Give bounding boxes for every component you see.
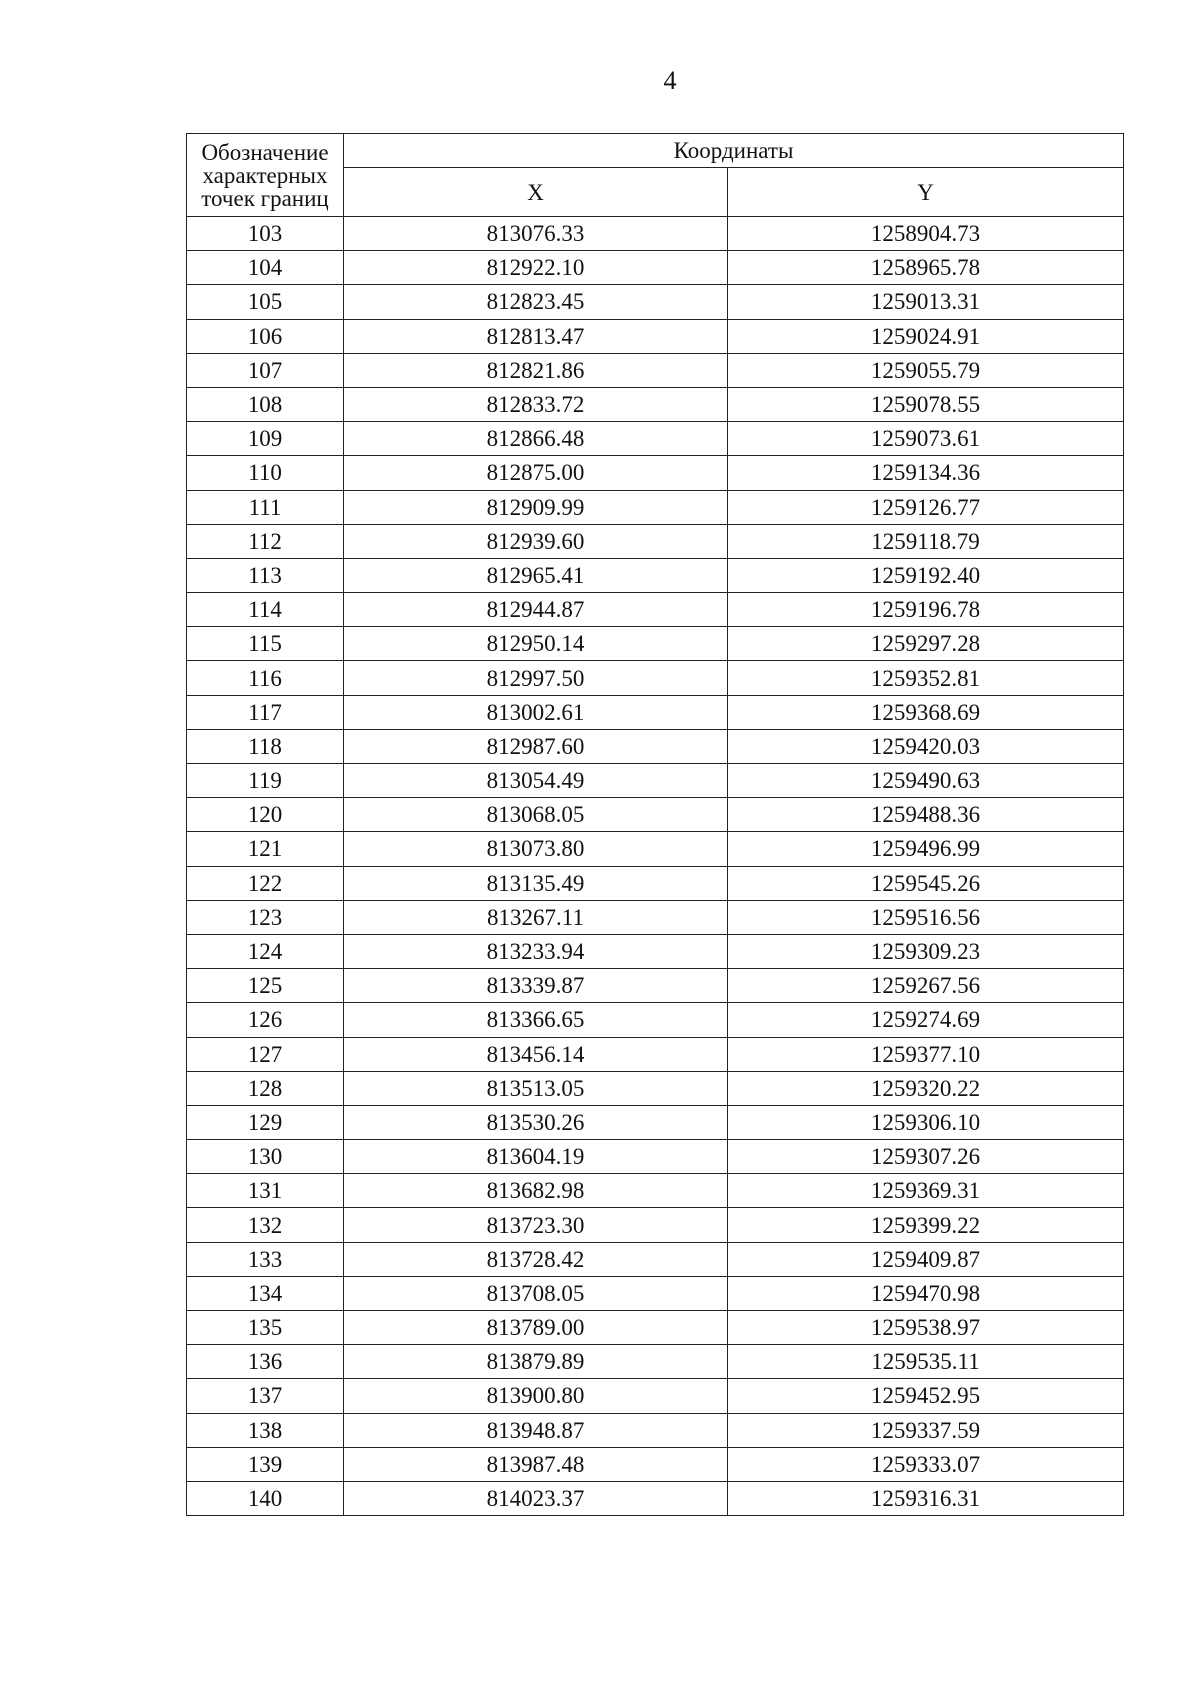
- point-cell: 104: [187, 251, 344, 285]
- point-cell: 129: [187, 1105, 344, 1139]
- table-row: [187, 490, 1124, 524]
- point-cell: 108: [187, 387, 344, 421]
- y-coordinate-cell: 1259420.03: [728, 729, 1124, 763]
- table-row: [187, 1140, 1124, 1174]
- y-coordinate-cell: 1259134.36: [728, 456, 1124, 490]
- y-coordinate-cell: 1259192.40: [728, 558, 1124, 592]
- point-cell: 114: [187, 593, 344, 627]
- point-cell: 118: [187, 729, 344, 763]
- point-cell: 116: [187, 661, 344, 695]
- y-coordinate-cell: 1259024.91: [728, 319, 1124, 353]
- table-row: [187, 1071, 1124, 1105]
- y-coordinate-cell: 1259307.26: [728, 1140, 1124, 1174]
- table-row: [187, 387, 1124, 421]
- x-coordinate-cell: 813879.89: [344, 1345, 728, 1379]
- table-body: [187, 217, 1124, 1516]
- y-coordinate-cell: 1259516.56: [728, 900, 1124, 934]
- y-coordinate-cell: 1259073.61: [728, 422, 1124, 456]
- x-coordinate-cell: 812987.60: [344, 729, 728, 763]
- table-row: [187, 798, 1124, 832]
- point-cell: 113: [187, 558, 344, 592]
- point-cell: 133: [187, 1242, 344, 1276]
- y-coordinate-cell: 1258965.78: [728, 251, 1124, 285]
- table-row: [187, 558, 1124, 592]
- point-cell: 111: [187, 490, 344, 524]
- table-row: [187, 695, 1124, 729]
- table-row: [187, 319, 1124, 353]
- y-coordinate-cell: 1259309.23: [728, 934, 1124, 968]
- table-row: [187, 764, 1124, 798]
- x-coordinate-cell: 813604.19: [344, 1140, 728, 1174]
- x-coordinate-cell: 812939.60: [344, 524, 728, 558]
- point-cell: 126: [187, 1003, 344, 1037]
- y-coordinate-cell: 1259545.26: [728, 866, 1124, 900]
- point-cell: 107: [187, 353, 344, 387]
- point-cell: 139: [187, 1447, 344, 1481]
- point-cell: 132: [187, 1208, 344, 1242]
- point-cell: 103: [187, 217, 344, 251]
- point-cell: 136: [187, 1345, 344, 1379]
- x-coordinate-cell: 813076.33: [344, 217, 728, 251]
- point-cell: 130: [187, 1140, 344, 1174]
- y-coordinate-cell: 1259352.81: [728, 661, 1124, 695]
- point-cell: 120: [187, 798, 344, 832]
- x-coordinate-cell: 813682.98: [344, 1174, 728, 1208]
- y-coordinate-cell: 1259316.31: [728, 1481, 1124, 1515]
- table-row: [187, 969, 1124, 1003]
- table-row: [187, 1413, 1124, 1447]
- y-coordinate-cell: 1259470.98: [728, 1276, 1124, 1310]
- x-coordinate-cell: 812875.00: [344, 456, 728, 490]
- y-coordinate-cell: 1259055.79: [728, 353, 1124, 387]
- y-coordinate-cell: 1259196.78: [728, 593, 1124, 627]
- x-coordinate-cell: 812909.99: [344, 490, 728, 524]
- y-coordinate-cell: 1259369.31: [728, 1174, 1124, 1208]
- point-cell: 125: [187, 969, 344, 1003]
- x-coordinate-cell: 813267.11: [344, 900, 728, 934]
- y-coordinate-cell: 1259488.36: [728, 798, 1124, 832]
- table-row: [187, 866, 1124, 900]
- y-header: Y: [728, 168, 1124, 217]
- point-cell: 131: [187, 1174, 344, 1208]
- y-coordinate-cell: 1259297.28: [728, 627, 1124, 661]
- point-cell: 134: [187, 1276, 344, 1310]
- y-coordinate-cell: 1258904.73: [728, 217, 1124, 251]
- table-row: [187, 1003, 1124, 1037]
- table-row: [187, 1345, 1124, 1379]
- point-cell: 105: [187, 285, 344, 319]
- table-row: [187, 1105, 1124, 1139]
- y-coordinate-cell: 1259535.11: [728, 1345, 1124, 1379]
- x-coordinate-cell: 813054.49: [344, 764, 728, 798]
- y-coordinate-cell: 1259013.31: [728, 285, 1124, 319]
- y-coordinate-cell: 1259409.87: [728, 1242, 1124, 1276]
- x-coordinate-cell: 813233.94: [344, 934, 728, 968]
- table-row: [187, 832, 1124, 866]
- point-cell: 121: [187, 832, 344, 866]
- y-coordinate-cell: 1259377.10: [728, 1037, 1124, 1071]
- table-row: [187, 627, 1124, 661]
- point-cell: 106: [187, 319, 344, 353]
- point-cell: 110: [187, 456, 344, 490]
- table-row: [187, 524, 1124, 558]
- table-row: [187, 251, 1124, 285]
- x-coordinate-cell: 812821.86: [344, 353, 728, 387]
- y-coordinate-cell: 1259490.63: [728, 764, 1124, 798]
- x-coordinate-cell: 812997.50: [344, 661, 728, 695]
- x-coordinate-cell: 812944.87: [344, 593, 728, 627]
- y-coordinate-cell: 1259274.69: [728, 1003, 1124, 1037]
- x-coordinate-cell: 812965.41: [344, 558, 728, 592]
- table-row: [187, 422, 1124, 456]
- table-row: [187, 729, 1124, 763]
- table-row: [187, 456, 1124, 490]
- x-coordinate-cell: 813900.80: [344, 1379, 728, 1413]
- x-coordinate-cell: 812833.72: [344, 387, 728, 421]
- point-cell: 115: [187, 627, 344, 661]
- x-coordinate-cell: 813948.87: [344, 1413, 728, 1447]
- coordinates-table: [186, 133, 1124, 1516]
- y-coordinate-cell: 1259399.22: [728, 1208, 1124, 1242]
- table-row: [187, 285, 1124, 319]
- table-row: [187, 217, 1124, 251]
- page-number: 4: [663, 66, 677, 95]
- y-coordinate-cell: 1259078.55: [728, 387, 1124, 421]
- table-row: [187, 661, 1124, 695]
- table-row: [187, 1379, 1124, 1413]
- x-coordinate-cell: 812813.47: [344, 319, 728, 353]
- point-cell: 112: [187, 524, 344, 558]
- x-coordinate-cell: 813987.48: [344, 1447, 728, 1481]
- point-cell: 109: [187, 422, 344, 456]
- y-coordinate-cell: 1259496.99: [728, 832, 1124, 866]
- x-coordinate-cell: 813366.65: [344, 1003, 728, 1037]
- point-cell: 123: [187, 900, 344, 934]
- table-row: [187, 934, 1124, 968]
- table-row: [187, 353, 1124, 387]
- x-coordinate-cell: 813456.14: [344, 1037, 728, 1071]
- designation-header: Обозначение характерных точек границ: [187, 134, 344, 217]
- y-coordinate-cell: 1259333.07: [728, 1447, 1124, 1481]
- y-coordinate-cell: 1259320.22: [728, 1071, 1124, 1105]
- x-coordinate-cell: 813002.61: [344, 695, 728, 729]
- table-row: [187, 593, 1124, 627]
- y-coordinate-cell: 1259337.59: [728, 1413, 1124, 1447]
- point-cell: 137: [187, 1379, 344, 1413]
- x-header: X: [344, 168, 728, 217]
- table-row: [187, 900, 1124, 934]
- y-coordinate-cell: 1259306.10: [728, 1105, 1124, 1139]
- x-coordinate-cell: 812950.14: [344, 627, 728, 661]
- x-coordinate-cell: 812866.48: [344, 422, 728, 456]
- table-row: [187, 1481, 1124, 1515]
- point-cell: 140: [187, 1481, 344, 1515]
- x-coordinate-cell: 814023.37: [344, 1481, 728, 1515]
- coordinates-header: Координаты: [344, 134, 1124, 168]
- x-coordinate-cell: 812922.10: [344, 251, 728, 285]
- y-coordinate-cell: 1259452.95: [728, 1379, 1124, 1413]
- x-coordinate-cell: 813789.00: [344, 1311, 728, 1345]
- point-cell: 135: [187, 1311, 344, 1345]
- x-coordinate-cell: 813728.42: [344, 1242, 728, 1276]
- point-cell: 117: [187, 695, 344, 729]
- y-coordinate-cell: 1259368.69: [728, 695, 1124, 729]
- x-coordinate-cell: 813708.05: [344, 1276, 728, 1310]
- table-header: [187, 134, 1124, 217]
- x-coordinate-cell: 813530.26: [344, 1105, 728, 1139]
- point-cell: 122: [187, 866, 344, 900]
- x-coordinate-cell: 812823.45: [344, 285, 728, 319]
- y-coordinate-cell: 1259267.56: [728, 969, 1124, 1003]
- x-coordinate-cell: 813513.05: [344, 1071, 728, 1105]
- table-row: [187, 1208, 1124, 1242]
- point-cell: 127: [187, 1037, 344, 1071]
- table-row: [187, 1242, 1124, 1276]
- y-coordinate-cell: 1259118.79: [728, 524, 1124, 558]
- x-coordinate-cell: 813339.87: [344, 969, 728, 1003]
- y-coordinate-cell: 1259126.77: [728, 490, 1124, 524]
- x-coordinate-cell: 813073.80: [344, 832, 728, 866]
- x-coordinate-cell: 813135.49: [344, 866, 728, 900]
- table-row: [187, 1037, 1124, 1071]
- point-cell: 138: [187, 1413, 344, 1447]
- x-coordinate-cell: 813068.05: [344, 798, 728, 832]
- x-coordinate-cell: 813723.30: [344, 1208, 728, 1242]
- table-row: [187, 1276, 1124, 1310]
- point-cell: 128: [187, 1071, 344, 1105]
- point-cell: 124: [187, 934, 344, 968]
- point-cell: 119: [187, 764, 344, 798]
- table-row: [187, 1174, 1124, 1208]
- y-coordinate-cell: 1259538.97: [728, 1311, 1124, 1345]
- table-row: [187, 1311, 1124, 1345]
- table-row: [187, 1447, 1124, 1481]
